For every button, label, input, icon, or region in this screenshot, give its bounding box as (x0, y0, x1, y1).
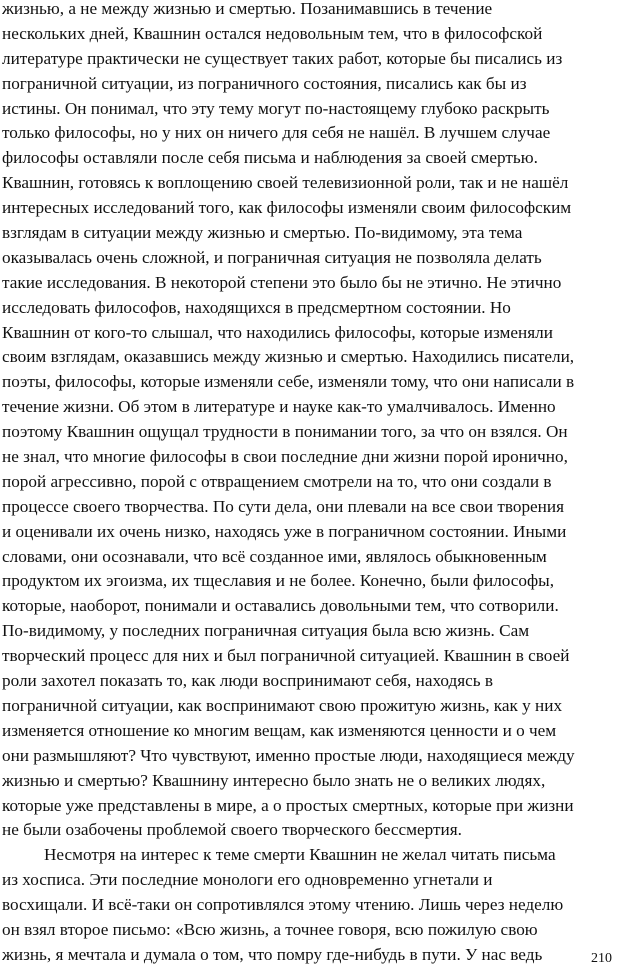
text-line: Квашнин, готовясь к воплощению своей телевизионной роли, так и не нашёл (2, 173, 569, 193)
text-line: из хосписа. Эти последние монологи его одновременно угнетали и (2, 870, 493, 890)
text-line: порой агрессивно, порой с отвращением смотрели на то, что они создали в (2, 471, 552, 491)
text-line: жизнью и смертью? Квашнину интересно было знать не о великих людях, (2, 770, 546, 790)
text-line: поэты, философы, которые изменяли себе, изменяли тому, что они написали в (2, 372, 575, 392)
text-line: которые, наоборот, понимали и оставались довольными тем, что сотворили. (2, 596, 559, 616)
text-line: пограничной ситуации, из пограничного состояния, писались как бы из (2, 73, 527, 93)
text-line: литературе практически не существует таких работ, которые бы писались из (2, 48, 563, 68)
text-line: они размышляют? Что чувствуют, именно простые люди, находящиеся между (2, 745, 575, 765)
text-line: творческий процесс для них и был пограничной ситуацией. Квашнин в своей (2, 646, 570, 666)
text-line: Квашнин от кого-то слышал, что находились философы, которые изменяли (2, 322, 553, 342)
text-line: истины. Он понимал, что эту тему могут по-настоящему глубоко раскрыть (2, 98, 550, 118)
text-line: По-видимому, у последних пограничная ситуация была всю жизнь. Сам (2, 621, 530, 641)
text-line: словами, они осознавали, что всё созданное ими, являлось обыкновенным (2, 546, 547, 566)
text-line: только философы, но у них он ничего для себя не нашёл. В лучшем случае (2, 123, 551, 143)
text-line: изменяется отношение ко многим вещам, как изменяются ценности и о чем (2, 720, 557, 740)
text-line: процессе своего творчества. По сути дела, они плевали на все свои творения (2, 496, 564, 516)
text-line: Несмотря на интерес к теме смерти Квашнин не желал читать письма (44, 845, 556, 865)
text-line: он взял второе письмо: «Всю жизнь, а точнее говоря, всю пожилую свою (2, 919, 538, 939)
page-number: 210 (591, 951, 612, 966)
text-line: оказывалась очень сложной, и пограничная ситуация не позволяла делать (2, 247, 542, 267)
body-text (2, 0, 614, 968)
text-line: жизнь, я мечтала и думала о том, что помру где-нибудь в пути. У нас ведь (2, 944, 543, 964)
text-line: жизнью, а не между жизнью и смертью. Позанимавшись в течение (2, 0, 493, 18)
text-line: не были озабочены проблемой своего творческого бессмертия. (2, 820, 462, 840)
text-line: интересных исследований того, как философы изменяли своим философским (2, 198, 572, 218)
text-line: которые уже представлены в мире, а о простых смертных, которые при жизни (2, 795, 574, 815)
text-line: философы оставляли после себя письма и наблюдения за своей смертью. (2, 148, 538, 168)
text-line: пограничной ситуации, как воспринимают свою прожитую жизнь, как у них (2, 695, 563, 715)
text-line: взглядам в ситуации между жизнью и смертью. По-видимому, эта тема (2, 223, 523, 243)
text-line: восхищали. И всё-таки он сопротивлялся этому чтению. Лишь через неделю (2, 895, 564, 915)
text-line: роли захотел показать то, как люди воспринимают себя, находясь в (2, 671, 494, 691)
text-line: своим взглядам, оказавшись между жизнью и смертью. Находились писатели, (2, 347, 575, 367)
text-line: не знал, что многие философы в свои последние дни жизни порой иронично, (2, 447, 568, 467)
text-line: нескольких дней, Квашнин остался недовольным тем, что в философской (2, 23, 543, 43)
text-line: продуктом их эгоизма, их тщеславия и не более. Конечно, были философы, (2, 571, 555, 591)
text-line: такие исследования. В некоторой степени это было бы не этично. Не этично (2, 272, 562, 292)
text-line: течение жизни. Об этом в литературе и науке как-то умалчивалось. Именно (2, 397, 556, 417)
text-line: и оценивали их очень низко, находясь уже в пограничном состоянии. Иными (2, 521, 567, 541)
text-line: поэтому Квашнин ощущал трудности в понимании того, за что он взялся. Он (2, 422, 568, 442)
text-line: исследовать философов, находящихся в предсмертном состоянии. Но (2, 297, 511, 317)
